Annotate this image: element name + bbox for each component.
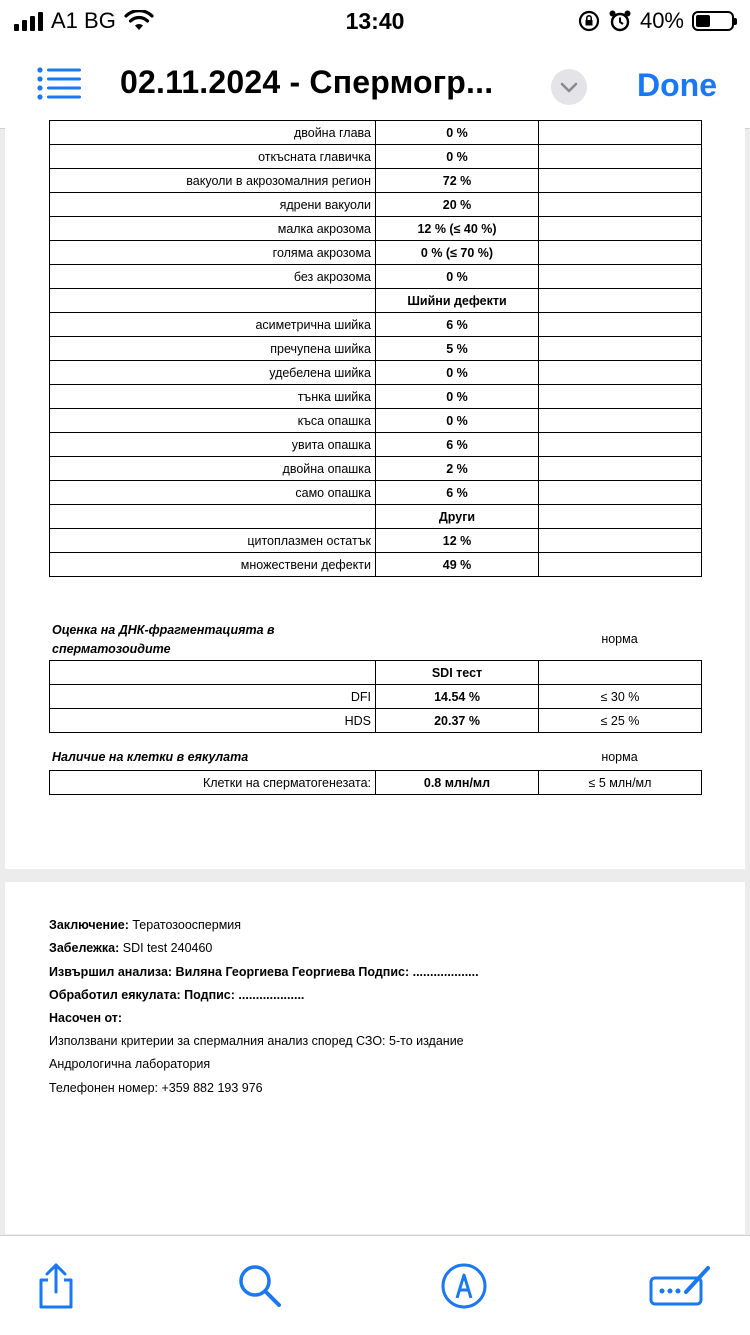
dna-section-title xyxy=(52,621,322,659)
dna-row xyxy=(50,709,702,733)
note-label: Забележка: xyxy=(49,941,120,955)
morphology-row-norm xyxy=(539,337,702,361)
morphology-row-norm xyxy=(539,145,702,169)
dna-row-norm: ≤ 30 % xyxy=(539,685,702,709)
morphology-row-label: без акрозома xyxy=(50,265,376,289)
conclusion-label: Заключение: xyxy=(49,918,129,932)
morphology-row-value: 2 % xyxy=(376,457,539,481)
cells-table-body xyxy=(50,771,702,795)
morphology-row xyxy=(50,505,702,529)
morphology-table xyxy=(49,120,702,577)
morphology-row-label: двойна опашка xyxy=(50,457,376,481)
morphology-row xyxy=(50,193,702,217)
clock: 13:40 xyxy=(345,8,405,34)
morphology-row-value: 0 % xyxy=(376,265,539,289)
morphology-row xyxy=(50,145,702,169)
morphology-row-value: 0 % xyxy=(376,385,539,409)
cells-norm-header: норма xyxy=(601,750,638,764)
form-fill-icon[interactable] xyxy=(648,1262,714,1310)
morphology-row-label xyxy=(50,505,376,529)
dna-table xyxy=(49,660,702,733)
status-bar xyxy=(0,0,750,44)
morphology-row-norm xyxy=(539,505,702,529)
morphology-row xyxy=(50,313,702,337)
morphology-row-label: тънка шийка xyxy=(50,385,376,409)
morphology-row-label: удебелена шийка xyxy=(50,361,376,385)
morphology-row-value: 0 % xyxy=(376,361,539,385)
note-line xyxy=(49,941,212,955)
done-button[interactable]: Done xyxy=(637,67,717,103)
morphology-row-value: 12 % xyxy=(376,529,539,553)
morphology-row xyxy=(50,169,702,193)
search-icon[interactable] xyxy=(236,1262,284,1310)
title-menu-button[interactable] xyxy=(551,69,587,105)
morphology-row-label: откъсната главичка xyxy=(50,145,376,169)
morphology-row-value: 5 % xyxy=(376,337,539,361)
morphology-row xyxy=(50,289,702,313)
morphology-row-value: Шийни дефекти xyxy=(376,289,539,313)
dna-row-norm xyxy=(539,661,702,685)
lab-line: Андрологична лаборатория xyxy=(49,1057,211,1071)
morphology-row-value: 20 % xyxy=(376,193,539,217)
morphology-row-norm xyxy=(539,409,702,433)
document-title: 02.11.2024 - Спермогр... xyxy=(120,64,494,100)
morphology-row-label: увита опашка xyxy=(50,433,376,457)
morphology-row-value: 6 % xyxy=(376,313,539,337)
morphology-row-norm xyxy=(539,361,702,385)
morphology-row-label: асиметрична шийка xyxy=(50,313,376,337)
morphology-row xyxy=(50,553,702,577)
dna-section-title-text: Оценка на ДНК-фрагментацията в сперматозоидите xyxy=(52,623,275,656)
morphology-row-value: Други xyxy=(376,505,539,529)
cells-section-title: Наличие на клетки в еякулата xyxy=(52,750,249,764)
morphology-row-label: къса опашка xyxy=(50,409,376,433)
morphology-row-value: 49 % xyxy=(376,553,539,577)
morphology-row-norm xyxy=(539,433,702,457)
cells-row-norm: ≤ 5 млн/мл xyxy=(539,771,702,795)
carrier-label: A1 BG xyxy=(51,8,116,33)
dna-table-body xyxy=(50,661,702,733)
cells-row xyxy=(50,771,702,795)
conclusion-line xyxy=(49,918,241,932)
morphology-row-norm xyxy=(539,481,702,505)
dna-row-label: DFI xyxy=(50,685,376,709)
morphology-row-norm xyxy=(539,313,702,337)
morphology-row-norm xyxy=(539,169,702,193)
document-page-2[interactable] xyxy=(5,882,745,1234)
dna-norm-header: норма xyxy=(601,632,638,646)
morphology-row-label: само опашка xyxy=(50,481,376,505)
morphology-row-norm xyxy=(539,553,702,577)
morphology-row-norm xyxy=(539,217,702,241)
morphology-row-value: 0 % (≤ 70 %) xyxy=(376,241,539,265)
morphology-row-norm xyxy=(539,289,702,313)
note-value: SDI test 240460 xyxy=(119,941,213,955)
dna-row xyxy=(50,685,702,709)
dna-row-value: 14.54 % xyxy=(376,685,539,709)
morphology-row-value: 72 % xyxy=(376,169,539,193)
morphology-row xyxy=(50,433,702,457)
morphology-row-label: цитоплазмен остатък xyxy=(50,529,376,553)
morphology-row xyxy=(50,217,702,241)
morphology-row-value: 0 % xyxy=(376,121,539,145)
share-icon[interactable] xyxy=(32,1262,80,1310)
cells-row-value: 0.8 млн/мл xyxy=(376,771,539,795)
dna-row-label: HDS xyxy=(50,709,376,733)
conclusion-value: Тератозооспермия xyxy=(128,918,242,932)
chevron-down-icon xyxy=(551,69,587,105)
morphology-row-label: ядрени вакуоли xyxy=(50,193,376,217)
morphology-row-value: 6 % xyxy=(376,481,539,505)
morphology-row xyxy=(50,385,702,409)
alarm-icon xyxy=(608,9,632,33)
list-icon[interactable] xyxy=(36,66,82,102)
morphology-row xyxy=(50,361,702,385)
morphology-row xyxy=(50,337,702,361)
morphology-row-label: пречупена шийка xyxy=(50,337,376,361)
morphology-row-norm xyxy=(539,385,702,409)
performed-by-line: Извършил анализа: Виляна Георгиева Георгиева Подпис: ................... xyxy=(49,965,479,979)
morphology-row-norm xyxy=(539,193,702,217)
morphology-row xyxy=(50,457,702,481)
morphology-row-norm xyxy=(539,265,702,289)
markup-icon[interactable] xyxy=(440,1262,488,1310)
morphology-row-value: 0 % xyxy=(376,409,539,433)
morphology-row xyxy=(50,529,702,553)
navigation-bar xyxy=(0,44,750,129)
morphology-row-value: 0 % xyxy=(376,145,539,169)
referred-by-line: Насочен от: xyxy=(49,1011,123,1025)
morphology-row-label: малка акрозома xyxy=(50,217,376,241)
dna-row-value: 20.37 % xyxy=(376,709,539,733)
morphology-row-norm xyxy=(539,457,702,481)
morphology-row-norm xyxy=(539,121,702,145)
rotation-lock-icon xyxy=(578,10,600,32)
cells-table xyxy=(49,770,702,795)
dna-row-value: SDI тест xyxy=(376,661,539,685)
morphology-row xyxy=(50,241,702,265)
morphology-row-norm xyxy=(539,241,702,265)
morphology-row-value: 6 % xyxy=(376,433,539,457)
cells-row-label: Клетки на сперматогенезата: xyxy=(50,771,376,795)
dna-row xyxy=(50,661,702,685)
document-page-1[interactable] xyxy=(5,125,745,869)
morphology-row xyxy=(50,121,702,145)
bottom-toolbar xyxy=(0,1235,750,1335)
morphology-row xyxy=(50,481,702,505)
morphology-row-label: множествени дефекти xyxy=(50,553,376,577)
morphology-row xyxy=(50,409,702,433)
status-right xyxy=(578,8,734,34)
morphology-row-norm xyxy=(539,529,702,553)
battery-percent: 40% xyxy=(639,8,684,33)
morphology-row-label: двойна глава xyxy=(50,121,376,145)
morphology-row-label: вакуоли в акрозомалния регион xyxy=(50,169,376,193)
morphology-row xyxy=(50,265,702,289)
morphology-row-label xyxy=(50,289,376,313)
criteria-line: Използвани критерии за спермалния анализ според СЗО: 5-то издание xyxy=(49,1034,464,1048)
battery-icon xyxy=(692,11,734,31)
morphology-table-body xyxy=(50,121,702,577)
phone-line: Телефонен номер: +359 882 193 976 xyxy=(49,1081,263,1095)
dna-row-label xyxy=(50,661,376,685)
morphology-row-label: голяма акрозома xyxy=(50,241,376,265)
morphology-row-value: 12 % (≤ 40 %) xyxy=(376,217,539,241)
dna-row-norm: ≤ 25 % xyxy=(539,709,702,733)
processed-by-line: Обработил еякулата: Подпис: ................... xyxy=(49,988,305,1002)
